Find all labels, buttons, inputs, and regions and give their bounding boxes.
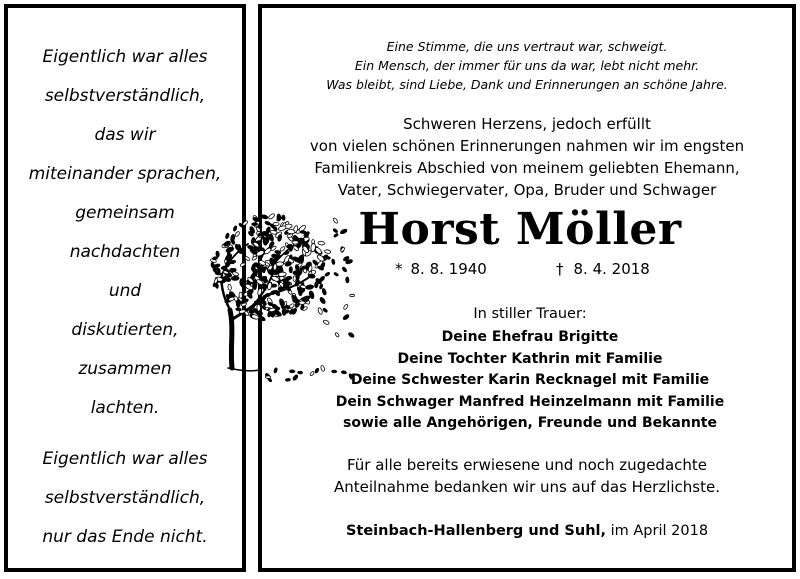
poem-stanza-2 [4,440,246,557]
poem-line: diskutierten, [71,320,179,340]
poem-line: miteinander sprachen, [28,164,222,184]
quote-line: Eine Stimme, die uns vertraut war, schweigt. [386,39,668,54]
thanks-line: Für alle bereits erwiesene und noch zugedachte [346,456,708,474]
mourner-line: Deine Schwester Karin Recknagel mit Familie [350,372,710,388]
birth-date-line [395,258,487,280]
poem-line: nur das Ende nicht. [42,527,208,547]
birth-symbol: * [395,260,403,278]
cross-symbol: † [556,260,564,278]
poem-line: Eigentlich war alles [42,47,208,67]
death-date-line [556,258,650,280]
poem-line: und [108,281,142,301]
mourners-list [300,327,760,435]
announcement-line: von vielen schönen Erinnerungen nahmen wir im engsten [309,137,745,155]
announcement-line: Familienkreis Abschied von meinem geliebten Ehemann, [314,159,740,177]
death-date: 8. 4. 2018 [573,260,650,278]
poem-line: Eigentlich war alles [42,449,208,469]
poem-line: lachten. [90,398,160,418]
mourning-label: In stiller Trauer: [473,306,587,322]
signature-places: Steinbach-Hallenberg und Suhl, [345,523,607,539]
quote-line: Ein Mensch, der immer für uns da war, lebt nicht mehr. [354,58,700,73]
poem-line: zusammen [78,359,172,379]
thanks-line: Anteilnahme bedanken wir uns auf das Herzlichste. [334,478,720,496]
signature-line [262,520,792,542]
poem-line: gemeinsam [75,203,175,223]
poem-line: selbstverständlich, [44,488,206,508]
mourner-line: Deine Tochter Kathrin mit Familie [397,350,663,367]
poem-line: selbstverständlich, [44,86,206,106]
memorial-quote [262,37,792,94]
announcement-line: Schweren Herzens, jedoch erfüllt [403,115,651,133]
mourner-line: Deine Ehefrau Brigitte [441,329,619,345]
thanks-text [262,454,792,498]
birth-date: 8. 8. 1940 [410,260,487,278]
announcement-text [262,113,792,201]
signature-date: im April 2018 [610,523,709,539]
deceased-name: Horst Möller [358,204,682,255]
quote-line: Was bleibt, sind Liebe, Dank und Erinnerungen an schöne Jahre. [326,77,728,92]
mourner-line: sowie alle Angehörigen, Freunde und Bekannte [342,415,717,431]
announcement-line: Vater, Schwiegervater, Opa, Bruder und Schwager [337,181,717,199]
poem-line: nachdachten [69,242,181,262]
mourner-line: Dein Schwager Manfred Heinzelmann mit Familie [335,393,725,410]
poem-line: das wir [94,125,156,145]
